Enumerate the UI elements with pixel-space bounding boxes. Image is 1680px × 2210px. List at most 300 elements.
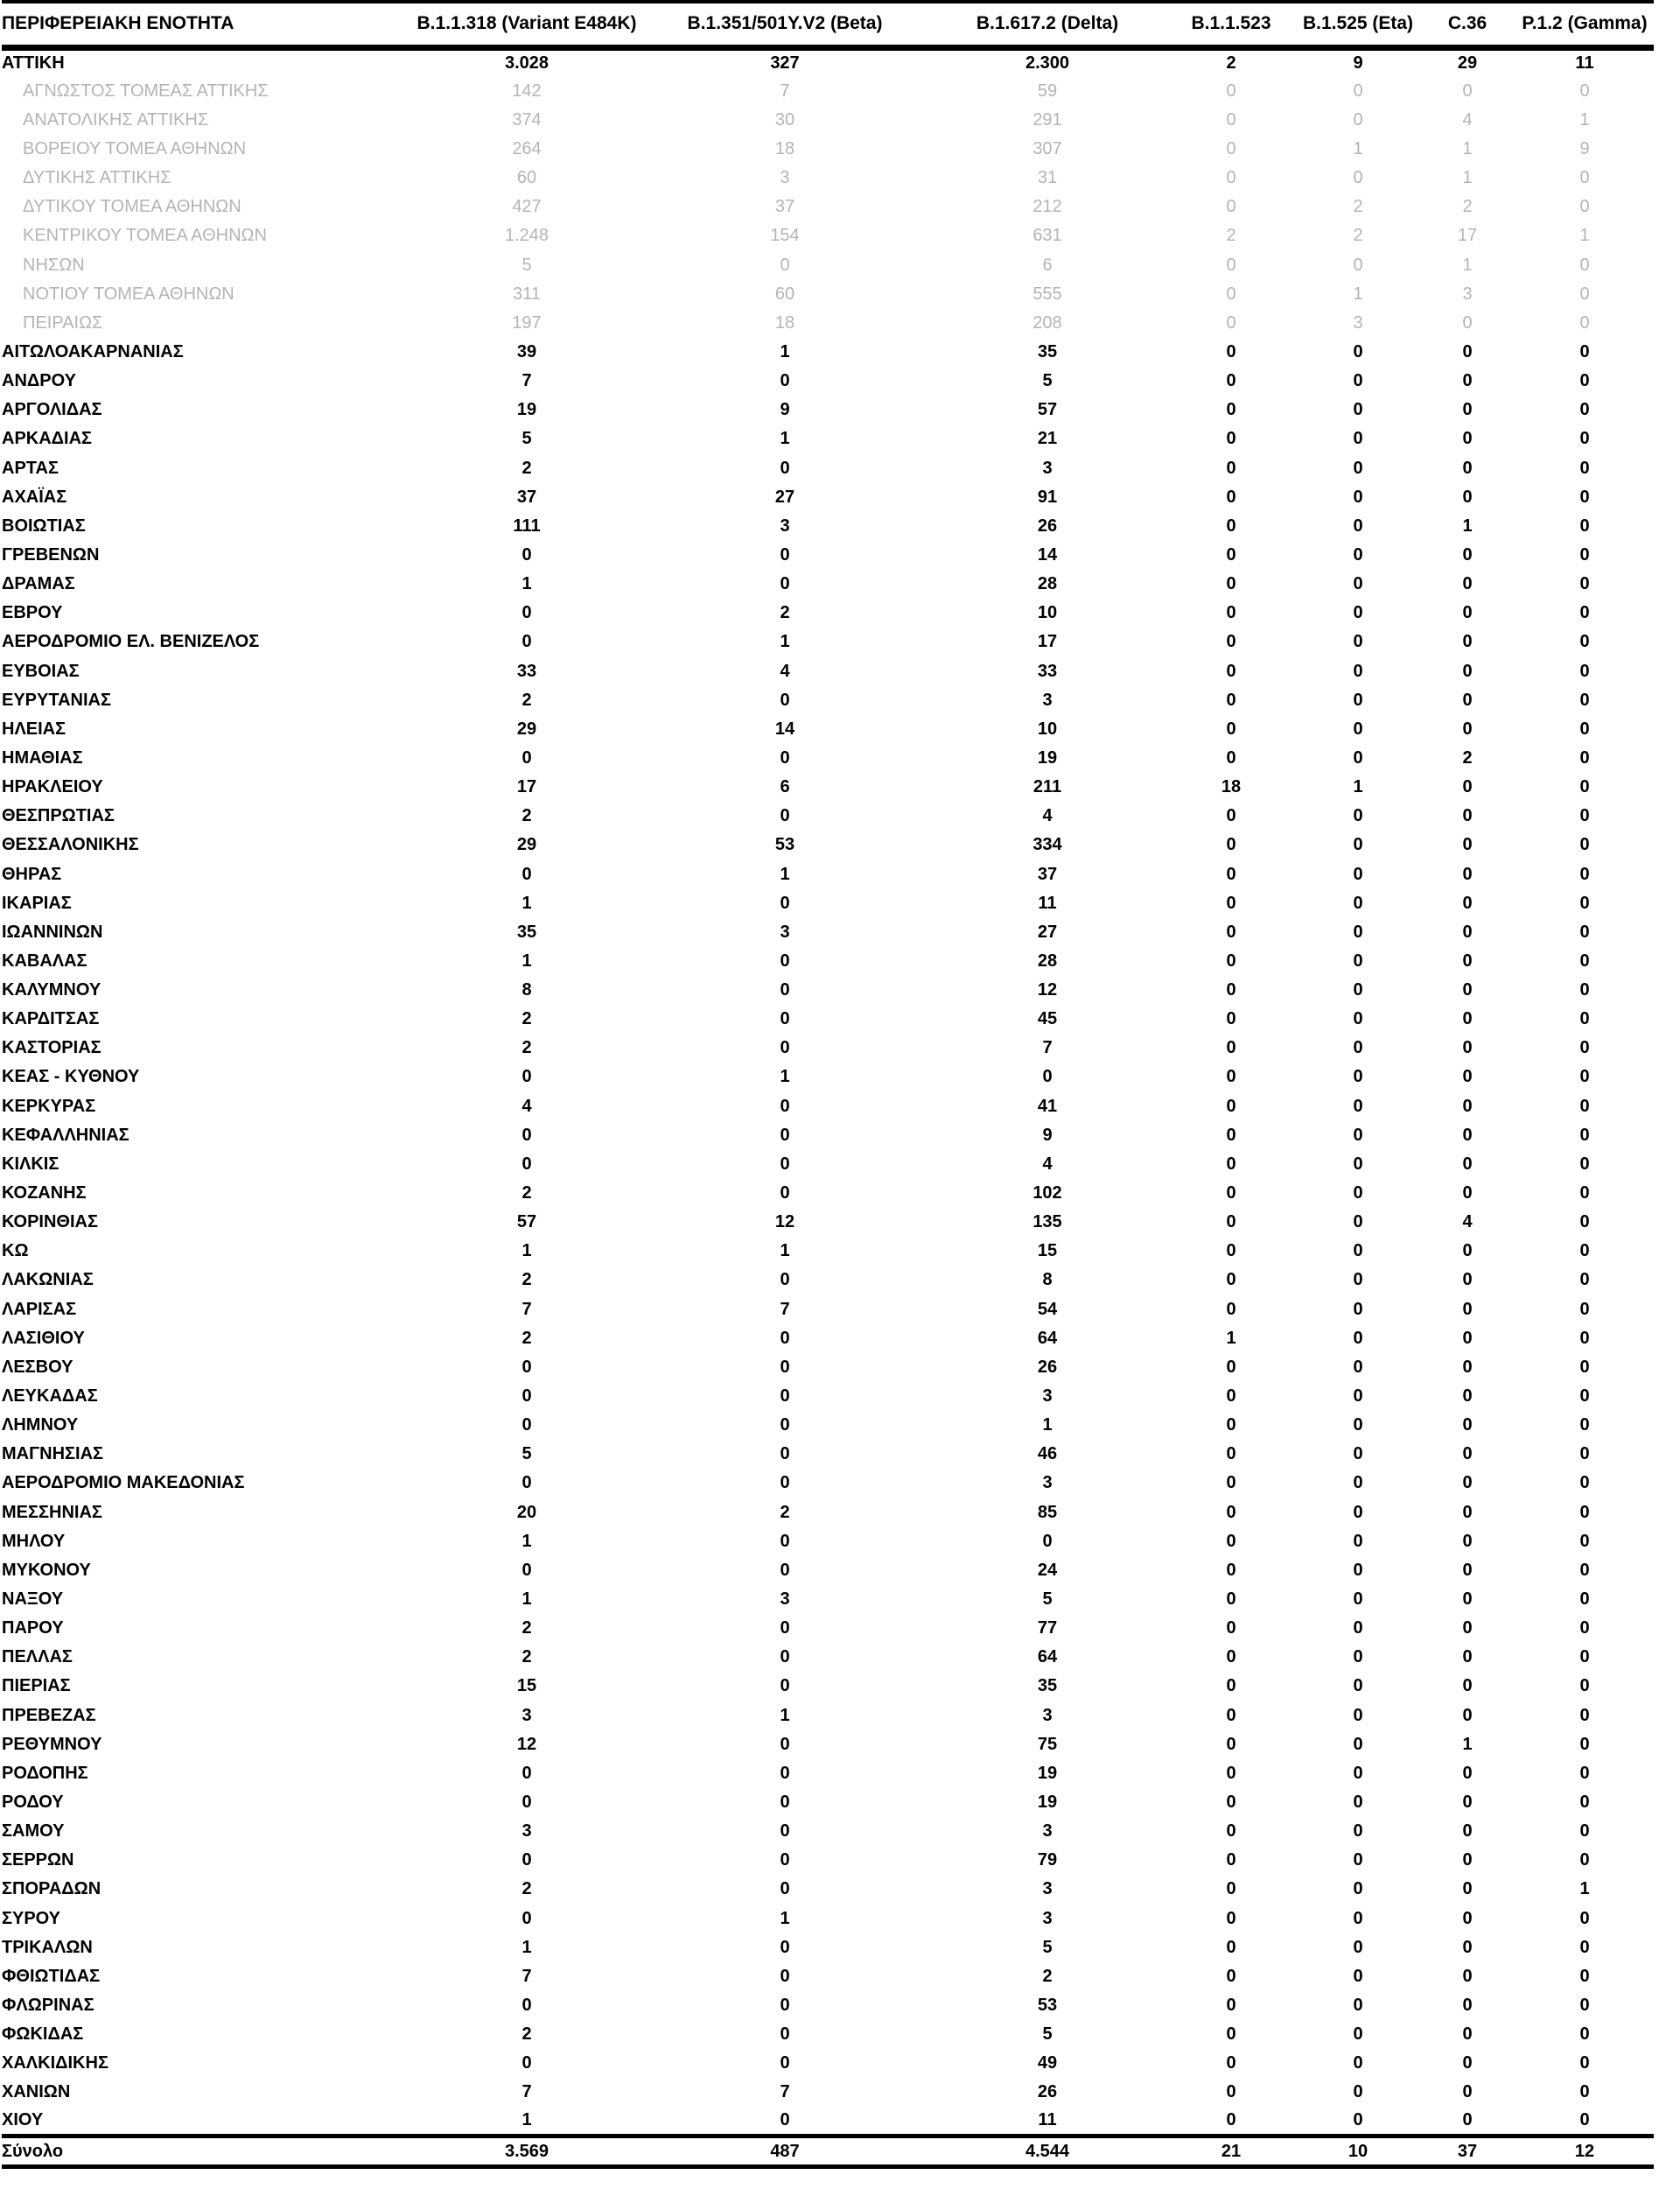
count-cell-gamma: 0 xyxy=(1579,2053,1590,2073)
count-cell-b11318: 3.569 xyxy=(413,2136,640,2166)
count-cell-beta: 0 xyxy=(780,1154,790,1174)
count-cell-b11318: 427 xyxy=(512,197,542,217)
count-cell-b11523: 0 xyxy=(1226,719,1236,739)
count-cell-b11318: 1 xyxy=(522,1937,532,1957)
region-name-cell: ΧΙΟΥ xyxy=(2,2110,44,2130)
count-cell-gamma: 0 xyxy=(1579,1966,1590,1986)
region-name-cell: ΗΡΑΚΛΕΙΟΥ xyxy=(2,777,103,797)
count-cell-b11523: 0 xyxy=(1226,1502,1236,1522)
count-cell-b11318: 0 xyxy=(522,632,532,652)
column-header-region: ΠΕΡΙΦΕΡΕΙΑΚΗ ΕΝΟΤΗΤΑ xyxy=(2,2,413,47)
count-cell-b11523: 0 xyxy=(1226,2053,1236,2073)
count-cell-gamma: 0 xyxy=(1579,1038,1590,1058)
count-cell-delta: 208 xyxy=(1032,312,1062,333)
count-cell-b11318: 7 xyxy=(522,2082,532,2102)
region-name-cell: ΚΕΡΚΥΡΑΣ xyxy=(2,1096,96,1116)
region-name-cell: ΠΕΙΡΑΙΩΣ xyxy=(23,312,103,333)
region-name-cell: ΙΩΑΝΝΙΝΩΝ xyxy=(2,922,103,942)
count-cell-b11318: 1 xyxy=(522,1589,532,1610)
count-cell-beta: 0 xyxy=(780,1270,790,1290)
count-cell-delta: 8 xyxy=(1042,1270,1053,1290)
region-name-cell: ΑΝΑΤΟΛΙΚΗΣ ΑΤΤΙΚΗΣ xyxy=(23,109,209,130)
count-cell-eta: 0 xyxy=(1353,747,1363,768)
count-cell-gamma: 0 xyxy=(1579,922,1590,942)
count-cell-b11318: 2 xyxy=(522,1009,532,1029)
table-row xyxy=(2,1817,1654,1846)
table-row xyxy=(2,2020,1654,2049)
count-cell-b11523: 0 xyxy=(1226,2110,1236,2130)
count-cell-c36: 0 xyxy=(1462,1531,1473,1551)
count-cell-gamma: 0 xyxy=(1579,1937,1590,1957)
region-name-cell: ΑΧΑΪΑΣ xyxy=(2,487,67,507)
region-name-cell: ΒΟΙΩΤΙΑΣ xyxy=(2,516,86,536)
table-row xyxy=(2,1990,1654,2019)
count-cell-gamma: 0 xyxy=(1579,1241,1590,1261)
count-cell-delta: 3 xyxy=(1042,1705,1053,1725)
count-cell-beta: 0 xyxy=(780,255,790,275)
count-cell-eta: 0 xyxy=(1353,516,1363,536)
count-cell-eta: 0 xyxy=(1353,864,1363,884)
count-cell-delta: 64 xyxy=(1037,1328,1058,1348)
count-cell-beta: 0 xyxy=(780,1125,790,1145)
count-cell-beta: 0 xyxy=(780,747,790,768)
count-cell-c36: 0 xyxy=(1462,1793,1473,1812)
count-cell-gamma: 0 xyxy=(1579,1154,1590,1174)
count-cell-b11318: 2 xyxy=(522,2024,532,2045)
count-cell-eta: 0 xyxy=(1353,1850,1363,1870)
count-cell-delta: 35 xyxy=(1037,341,1058,361)
count-cell-b11523: 0 xyxy=(1226,1676,1236,1696)
count-cell-c36: 0 xyxy=(1462,1705,1473,1725)
count-cell-c36: 0 xyxy=(1462,1444,1473,1464)
count-cell-gamma: 0 xyxy=(1579,1067,1590,1087)
count-cell-b11523: 0 xyxy=(1226,1067,1236,1087)
region-name-cell: ΚΟΖΑΝΗΣ xyxy=(2,1183,87,1203)
count-cell-eta: 0 xyxy=(1353,371,1363,391)
count-cell-b11523: 0 xyxy=(1226,1183,1236,1203)
region-name-cell: ΜΥΚΟΝΟΥ xyxy=(2,1560,91,1580)
count-cell-b11318: 374 xyxy=(512,109,542,130)
count-cell-b11318: 197 xyxy=(512,312,542,333)
count-cell-gamma: 0 xyxy=(1579,371,1590,391)
table-row xyxy=(2,1643,1654,1672)
table-row xyxy=(2,656,1654,685)
table-row xyxy=(2,1498,1654,1526)
region-name-cell: ΡΟΔΟΥ xyxy=(2,1793,64,1812)
subregion-row xyxy=(2,250,1654,279)
count-cell-beta: 9 xyxy=(780,400,790,420)
count-cell-b11318: 1 xyxy=(522,574,532,594)
count-cell-gamma: 9 xyxy=(1579,138,1590,158)
region-name-cell: ΦΩΚΙΔΑΣ xyxy=(2,2024,84,2045)
table-row xyxy=(2,888,1654,917)
count-cell-eta: 0 xyxy=(1353,1473,1363,1493)
table-row xyxy=(2,511,1654,540)
table-row xyxy=(2,859,1654,888)
count-cell-beta: 18 xyxy=(774,138,795,158)
count-cell-eta: 0 xyxy=(1353,1386,1363,1407)
count-cell-b11523: 1 xyxy=(1226,1328,1236,1348)
region-name-cell: ΦΘΙΩΤΙΔΑΣ xyxy=(2,1966,101,1986)
count-cell-b11318: 1 xyxy=(522,951,532,971)
count-cell-b11318: 0 xyxy=(522,1357,532,1377)
count-cell-c36: 0 xyxy=(1462,1299,1473,1319)
count-cell-b11523: 0 xyxy=(1226,1937,1236,1957)
count-cell-delta: 631 xyxy=(1032,226,1062,246)
count-cell-c36: 0 xyxy=(1462,1125,1473,1145)
count-cell-b11523: 0 xyxy=(1226,516,1236,536)
count-cell-gamma: 0 xyxy=(1579,487,1590,507)
count-cell-b11523: 0 xyxy=(1226,1879,1236,1899)
count-cell-beta: 3 xyxy=(780,922,790,942)
count-cell-gamma: 0 xyxy=(1579,197,1590,217)
table-row xyxy=(2,976,1654,1005)
count-cell-c36: 0 xyxy=(1462,1647,1473,1667)
count-cell-eta: 0 xyxy=(1353,1995,1363,2015)
region-name-cell: ΤΡΙΚΑΛΩΝ xyxy=(2,1937,93,1957)
region-name-cell: ΑΝΔΡΟΥ xyxy=(2,371,76,391)
count-cell-delta: 3 xyxy=(1042,1386,1053,1407)
count-cell-c36: 0 xyxy=(1462,1386,1473,1407)
count-cell-b11318: 2 xyxy=(522,1618,532,1638)
count-cell-eta: 0 xyxy=(1353,980,1363,1000)
count-cell-b11523: 0 xyxy=(1226,1386,1236,1407)
count-cell-b11523: 0 xyxy=(1226,341,1236,361)
table-row xyxy=(2,1961,1654,1990)
count-cell-c36: 0 xyxy=(1462,951,1473,971)
count-cell-c36: 3 xyxy=(1462,284,1473,304)
count-cell-gamma: 0 xyxy=(1579,690,1590,710)
table-row xyxy=(2,1555,1654,1584)
count-cell-c36: 2 xyxy=(1462,197,1473,217)
count-cell-b11523: 0 xyxy=(1226,284,1236,304)
count-cell-gamma: 0 xyxy=(1579,574,1590,594)
region-name-cell: ΚΕΑΣ - ΚΥΘΝΟΥ xyxy=(2,1067,140,1087)
region-name-cell: ΑΤΤΙΚΗ xyxy=(2,53,65,74)
count-cell-b11523: 0 xyxy=(1226,312,1236,333)
count-cell-gamma: 0 xyxy=(1579,81,1590,101)
count-cell-gamma: 1 xyxy=(1579,109,1590,130)
count-cell-b11318: 35 xyxy=(516,922,537,942)
count-cell-eta: 0 xyxy=(1353,690,1363,710)
count-cell-b11523: 0 xyxy=(1226,1908,1236,1928)
count-cell-delta: 135 xyxy=(1032,1212,1062,1232)
count-cell-b11318: 29 xyxy=(516,719,537,739)
count-cell-eta: 0 xyxy=(1353,632,1363,652)
count-cell-delta: 24 xyxy=(1037,1560,1058,1580)
count-cell-c36: 0 xyxy=(1462,1763,1473,1783)
count-cell-gamma: 0 xyxy=(1579,864,1590,884)
count-cell-c36: 0 xyxy=(1462,603,1473,623)
count-cell-b11318: 0 xyxy=(522,747,532,768)
count-cell-b11523: 0 xyxy=(1226,1473,1236,1493)
count-cell-b11318: 0 xyxy=(522,1154,532,1174)
count-cell-beta: 0 xyxy=(780,1531,790,1551)
count-cell-b11523: 0 xyxy=(1226,1734,1236,1754)
count-cell-delta: 3 xyxy=(1042,1473,1053,1493)
count-cell-delta: 10 xyxy=(1037,719,1058,739)
count-cell-b11523: 0 xyxy=(1226,1444,1236,1464)
count-cell-beta: 60 xyxy=(774,284,795,304)
count-cell-c36: 0 xyxy=(1462,1270,1473,1290)
count-cell-delta: 2 xyxy=(1042,1966,1053,1986)
count-cell-gamma: 0 xyxy=(1579,1793,1590,1812)
count-cell-b11318: 2 xyxy=(522,806,532,826)
count-cell-eta: 0 xyxy=(1353,574,1363,594)
count-cell-eta: 0 xyxy=(1353,544,1363,565)
count-cell-delta: 45 xyxy=(1037,1009,1058,1029)
table-row xyxy=(2,1034,1654,1063)
count-cell-delta: 3 xyxy=(1042,1879,1053,1899)
count-cell-beta: 37 xyxy=(774,197,795,217)
region-name-cell: ΔΥΤΙΚΗΣ ΑΤΤΙΚΗΣ xyxy=(23,168,172,188)
count-cell-c36: 0 xyxy=(1462,1676,1473,1696)
region-name-cell: ΙΚΑΡΙΑΣ xyxy=(2,893,72,913)
region-name-cell: ΜΑΓΝΗΣΙΑΣ xyxy=(2,1444,104,1464)
count-cell-gamma: 0 xyxy=(1579,951,1590,971)
count-cell-b11318: 0 xyxy=(522,1850,532,1870)
count-cell-eta: 0 xyxy=(1353,1879,1363,1899)
count-cell-eta: 0 xyxy=(1353,835,1363,855)
region-name-cell: ΑΕΡΟΔΡΟΜΙΟ ΜΑΚΕΔΟΝΙΑΣ xyxy=(2,1473,245,1493)
header-row xyxy=(2,2,1654,47)
table-row xyxy=(2,2107,1654,2136)
count-cell-b11318: 0 xyxy=(522,544,532,565)
count-cell-gamma: 11 xyxy=(1575,53,1594,74)
count-cell-beta: 0 xyxy=(780,574,790,594)
count-cell-eta: 0 xyxy=(1353,81,1363,101)
count-cell-c36: 0 xyxy=(1462,1618,1473,1638)
count-cell-gamma: 0 xyxy=(1579,168,1590,188)
count-cell-eta: 1 xyxy=(1353,138,1363,158)
count-cell-eta: 0 xyxy=(1353,1183,1363,1203)
count-cell-eta: 0 xyxy=(1353,1531,1363,1551)
region-name-cell: ΑΡΚΑΔΙΑΣ xyxy=(2,429,93,449)
count-cell-eta: 0 xyxy=(1353,1793,1363,1812)
count-cell-delta: 64 xyxy=(1037,1647,1058,1667)
count-cell-b11318: 0 xyxy=(522,1560,532,1580)
count-cell-b11523: 0 xyxy=(1226,1154,1236,1174)
count-cell-delta: 21 xyxy=(1037,429,1058,449)
count-cell-gamma: 0 xyxy=(1579,312,1590,333)
region-name-cell: ΣΕΡΡΩΝ xyxy=(2,1850,74,1870)
count-cell-b11318: 1 xyxy=(522,2110,532,2130)
region-name-cell: ΝΗΣΩΝ xyxy=(23,255,85,275)
count-cell-gamma: 0 xyxy=(1579,1676,1590,1696)
variants-by-region-table xyxy=(2,0,1654,2169)
count-cell-c36: 0 xyxy=(1462,922,1473,942)
count-cell-eta: 0 xyxy=(1353,719,1363,739)
table-row xyxy=(2,714,1654,743)
region-name-cell: ΜΕΣΣΗΝΙΑΣ xyxy=(2,1502,102,1522)
region-name-cell: ΗΜΑΘΙΑΣ xyxy=(2,747,83,768)
count-cell-delta: 4 xyxy=(1042,1154,1053,1174)
count-cell-b11523: 0 xyxy=(1226,197,1236,217)
count-cell-c36: 0 xyxy=(1462,2110,1473,2130)
table-row xyxy=(2,1729,1654,1758)
count-cell-c36: 0 xyxy=(1462,458,1473,478)
count-cell-b11318: 311 xyxy=(513,284,541,304)
count-cell-c36: 0 xyxy=(1462,81,1473,101)
table-row xyxy=(2,1701,1654,1729)
count-cell-eta: 0 xyxy=(1353,1038,1363,1058)
count-cell-delta: 3 xyxy=(1042,690,1053,710)
count-cell-eta: 3 xyxy=(1353,312,1363,333)
count-cell-beta: 0 xyxy=(780,1618,790,1638)
table-row xyxy=(2,1411,1654,1440)
count-cell-eta: 0 xyxy=(1353,893,1363,913)
count-cell-b11318: 12 xyxy=(516,1734,537,1754)
table-row xyxy=(2,1120,1654,1149)
count-cell-delta: 6 xyxy=(1042,255,1053,275)
count-cell-b11318: 0 xyxy=(522,1125,532,1145)
count-cell-beta: 0 xyxy=(780,980,790,1000)
count-cell-beta: 7 xyxy=(780,2082,790,2102)
count-cell-delta: 102 xyxy=(1032,1183,1062,1203)
count-cell-c36: 0 xyxy=(1462,1560,1473,1580)
subregion-row xyxy=(2,105,1654,134)
count-cell-eta: 0 xyxy=(1353,603,1363,623)
count-cell-eta: 0 xyxy=(1353,1096,1363,1116)
count-cell-b11523: 0 xyxy=(1226,806,1236,826)
count-cell-eta: 0 xyxy=(1353,1241,1363,1261)
count-cell-b11523: 0 xyxy=(1226,1009,1236,1029)
count-cell-c36: 0 xyxy=(1462,1183,1473,1203)
count-cell-delta: 91 xyxy=(1037,487,1058,507)
count-cell-b11523: 0 xyxy=(1226,1647,1236,1667)
table-row xyxy=(2,1063,1654,1091)
count-cell-eta: 0 xyxy=(1353,806,1363,826)
count-cell-beta: 3 xyxy=(780,1589,790,1610)
count-cell-delta: 5 xyxy=(1042,1937,1053,1957)
count-cell-eta: 0 xyxy=(1353,168,1363,188)
count-cell-gamma: 0 xyxy=(1579,603,1590,623)
count-cell-delta: 46 xyxy=(1037,1444,1058,1464)
count-cell-c36: 0 xyxy=(1462,806,1473,826)
region-name-cell: ΝΑΞΟΥ xyxy=(2,1589,64,1610)
count-cell-c36: 0 xyxy=(1462,1908,1473,1928)
table-row xyxy=(2,482,1654,511)
count-cell-beta: 27 xyxy=(774,487,795,507)
region-name-cell: ΕΥΡΥΤΑΝΙΑΣ xyxy=(2,690,111,710)
count-cell-b11523: 0 xyxy=(1226,922,1236,942)
subregion-row xyxy=(2,279,1654,308)
count-cell-eta: 0 xyxy=(1353,2082,1363,2102)
region-name-cell: ΘΗΡΑΣ xyxy=(2,864,62,884)
count-cell-beta: 18 xyxy=(774,312,795,333)
count-cell-beta: 0 xyxy=(780,1357,790,1377)
count-cell-b11523: 0 xyxy=(1226,138,1236,158)
count-cell-b11523: 0 xyxy=(1226,747,1236,768)
count-cell-c36: 0 xyxy=(1462,777,1473,797)
count-cell-gamma: 1 xyxy=(1579,226,1590,246)
table-row xyxy=(2,2078,1654,2107)
region-name-cell: ΛΑΡΙΣΑΣ xyxy=(2,1299,77,1319)
count-cell-b11523: 2 xyxy=(1226,226,1236,246)
count-cell-b11523: 0 xyxy=(1226,168,1236,188)
count-cell-beta: 0 xyxy=(780,2024,790,2045)
count-cell-gamma: 0 xyxy=(1579,777,1590,797)
count-cell-b11523: 0 xyxy=(1226,371,1236,391)
column-header-b11318: B.1.1.318 (Variant E484K) xyxy=(413,2,640,47)
region-name-cell: ΛΑΣΙΘΙΟΥ xyxy=(2,1328,85,1348)
count-cell-c36: 0 xyxy=(1462,893,1473,913)
region-name-cell: ΠΙΕΡΙΑΣ xyxy=(2,1676,71,1696)
region-name-cell: ΚΕΝΤΡΙΚΟΥ ΤΟΜΕΑ ΑΘΗΝΩΝ xyxy=(23,226,267,246)
count-cell-gamma: 0 xyxy=(1579,1995,1590,2015)
count-cell-beta: 0 xyxy=(780,1879,790,1899)
count-cell-eta: 0 xyxy=(1353,1212,1363,1232)
count-cell-b11318: 4 xyxy=(522,1096,532,1116)
count-cell-gamma: 0 xyxy=(1579,516,1590,536)
count-cell-b11318: 0 xyxy=(522,2053,532,2073)
count-cell-c36: 0 xyxy=(1462,1966,1473,1986)
count-cell-b11523: 0 xyxy=(1226,1531,1236,1551)
count-cell-c36: 0 xyxy=(1462,544,1473,565)
count-cell-delta: 12 xyxy=(1037,980,1058,1000)
count-cell-c36: 17 xyxy=(1457,226,1478,246)
count-cell-delta: 35 xyxy=(1037,1676,1058,1696)
count-cell-c36: 1 xyxy=(1462,138,1473,158)
region-name-cell: ΧΑΝΙΩΝ xyxy=(2,2082,71,2102)
count-cell-eta: 0 xyxy=(1353,1009,1363,1029)
count-cell-c36: 37 xyxy=(1419,2136,1516,2166)
count-cell-gamma: 0 xyxy=(1579,632,1590,652)
table-row xyxy=(2,1526,1654,1555)
count-cell-gamma: 0 xyxy=(1579,1299,1590,1319)
count-cell-delta: 85 xyxy=(1037,1502,1058,1522)
count-cell-gamma: 0 xyxy=(1579,1328,1590,1348)
count-cell-b11318: 7 xyxy=(522,1299,532,1319)
count-cell-gamma: 0 xyxy=(1579,2024,1590,2045)
region-name-cell: ΠΕΛΛΑΣ xyxy=(2,1647,73,1667)
count-cell-delta: 4.544 xyxy=(929,2136,1166,2166)
count-cell-eta: 0 xyxy=(1353,1763,1363,1783)
count-cell-b11318: 37 xyxy=(516,487,537,507)
count-cell-beta: 7 xyxy=(780,81,790,101)
count-cell-eta: 1 xyxy=(1353,777,1363,797)
table-row xyxy=(2,946,1654,975)
count-cell-b11523: 0 xyxy=(1226,1560,1236,1580)
count-cell-eta: 0 xyxy=(1353,1415,1363,1435)
count-cell-delta: 5 xyxy=(1042,371,1053,391)
count-cell-beta: 1 xyxy=(780,429,790,449)
count-cell-c36: 0 xyxy=(1462,341,1473,361)
table-row xyxy=(2,773,1654,802)
count-cell-c36: 0 xyxy=(1462,1096,1473,1116)
count-cell-gamma: 12 xyxy=(1516,2136,1654,2166)
count-cell-b11523: 0 xyxy=(1226,1995,1236,2015)
count-cell-b11523: 0 xyxy=(1226,1212,1236,1232)
region-name-cell: ΑΙΤΩΛΟΑΚΑΡΝΑΝΙΑΣ xyxy=(2,341,184,361)
count-cell-gamma: 0 xyxy=(1579,661,1590,681)
count-cell-b11523: 0 xyxy=(1226,429,1236,449)
count-cell-delta: 307 xyxy=(1032,138,1062,158)
count-cell-delta: 11 xyxy=(1038,2110,1057,2130)
count-cell-c36: 0 xyxy=(1462,429,1473,449)
count-cell-gamma: 0 xyxy=(1579,1647,1590,1667)
count-cell-beta: 0 xyxy=(780,1473,790,1493)
count-cell-eta: 0 xyxy=(1353,1299,1363,1319)
count-cell-b11523: 21 xyxy=(1166,2136,1297,2166)
region-name-cell: ΚΑΣΤΟΡΙΑΣ xyxy=(2,1038,102,1058)
column-header-b11523: B.1.1.523 xyxy=(1166,2,1297,47)
count-cell-b11318: 0 xyxy=(522,864,532,884)
region-name-cell: ΣΥΡΟΥ xyxy=(2,1908,61,1928)
count-cell-eta: 0 xyxy=(1353,2053,1363,2073)
region-name-cell: ΠΡΕΒΕΖΑΣ xyxy=(2,1705,96,1725)
count-cell-b11318: 29 xyxy=(516,835,537,855)
